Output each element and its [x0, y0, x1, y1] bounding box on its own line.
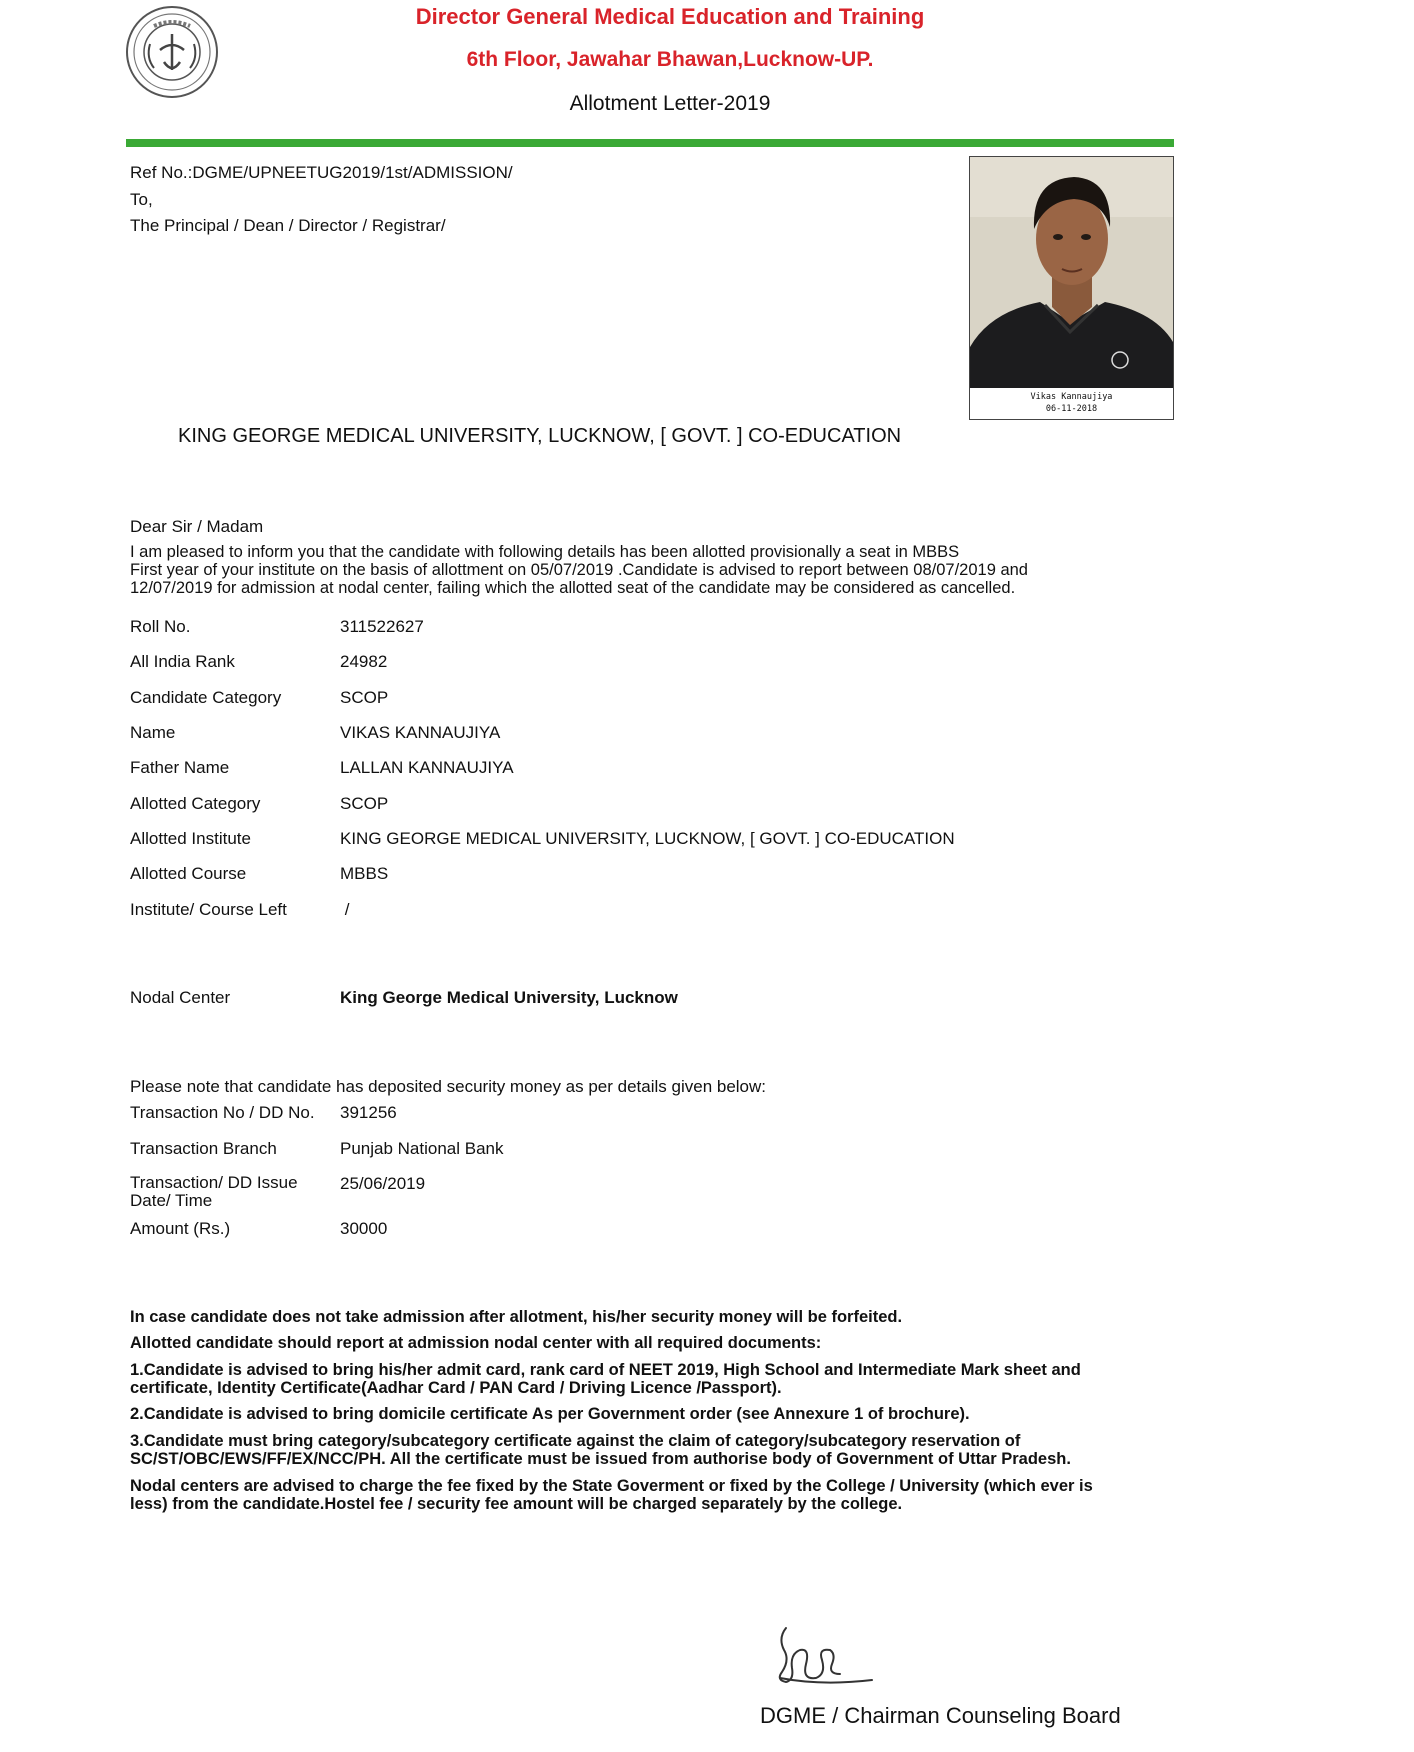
payment-label: Transaction No / DD No. — [130, 1103, 315, 1122]
payment-value: 391256 — [340, 1103, 397, 1122]
salutation: Dear Sir / Madam — [130, 517, 264, 536]
payment-value: 25/06/2019 — [340, 1174, 426, 1193]
instruction-item: 3.Candidate must bring category/subcategory certificate against the claim of category/subcategory reservation of SC/ST/OBC/EWS/FF/EX/NCC/PH. All the certificate must be issued from authorise body of Government of Uttar Pradesh. — [130, 1432, 1071, 1468]
document-title: Director General Medical Education and Training — [415, 4, 925, 29]
detail-label: Allotted Course — [130, 864, 247, 883]
detail-label: Allotted Category — [130, 794, 261, 813]
letter-body-line: I am pleased to inform you that the candidate with following details has been allotted provisionally a seat in MBBS — [130, 543, 960, 561]
payment-label: Transaction Branch — [130, 1139, 277, 1158]
detail-label: Father Name — [130, 758, 230, 777]
detail-value: KING GEORGE MEDICAL UNIVERSITY, LUCKNOW, [ GOVT. ] CO-EDUCATION — [340, 829, 955, 848]
up-government-emblem-icon — [124, 4, 220, 100]
detail-value: 311522627 — [340, 617, 424, 636]
detail-label: Institute/ Course Left — [130, 900, 287, 919]
detail-label: Candidate Category — [130, 688, 282, 707]
payment-label: Transaction/ DD Issue — [130, 1173, 298, 1192]
letter-body-line: 12/07/2019 for admission at nodal center, failing which the allotted seat of the candidate may be considered as cancelled. — [130, 579, 1016, 597]
candidate-photo — [969, 156, 1174, 420]
instruction-item: Nodal centers are advised to charge the fee fixed by the State Goverment or fixed by the College / University (which ever is less) from the candidate.Hostel fee / security fee amount will be charged separately by the college. — [130, 1477, 1093, 1513]
payment-label: Amount (Rs.) — [130, 1219, 231, 1238]
nodal-center-value: King George Medical University, Lucknow — [340, 988, 678, 1007]
detail-value: SCOP — [340, 688, 389, 707]
detail-value: / — [340, 900, 350, 919]
photo-caption-date: 06-11-2018 — [1045, 404, 1098, 414]
payment-label-multiline — [130, 1174, 298, 1210]
detail-value: SCOP — [340, 794, 389, 813]
detail-label: Name — [130, 723, 176, 742]
letter-body — [130, 543, 1130, 597]
signature-icon — [772, 1620, 882, 1690]
signatory-title: DGME / Chairman Counseling Board — [760, 1703, 1121, 1728]
photo-caption-name: Vikas Kannaujiya — [1030, 392, 1113, 402]
nodal-center-label: Nodal Center — [130, 988, 231, 1007]
detail-value: MBBS — [340, 864, 389, 883]
photo-caption — [970, 388, 1173, 419]
payment-value: 30000 — [340, 1219, 388, 1238]
detail-value: VIKAS KANNAUJIYA — [340, 723, 501, 742]
addressee-to: To, — [130, 190, 153, 209]
document-subtitle: Allotment Letter-2019 — [569, 92, 771, 115]
header-divider — [126, 139, 1174, 147]
payment-label: Date/ Time — [130, 1191, 213, 1210]
letter-body-line: First year of your institute on the basis of allottment on 05/07/2019 .Candidate is advised to report between 08/07/2019 and — [130, 561, 1028, 579]
office-address: 6th Floor, Jawahar Bhawan,Lucknow-UP. — [466, 48, 874, 71]
payment-value: Punjab National Bank — [340, 1139, 504, 1158]
addressee-recipient: The Principal / Dean / Director / Registrar/ — [130, 216, 446, 235]
detail-value: 24982 — [340, 652, 388, 671]
detail-label: Roll No. — [130, 617, 191, 636]
instruction-item: Allotted candidate should report at admission nodal center with all required documents: — [130, 1334, 822, 1352]
instruction-item: In case candidate does not take admission after allotment, his/her security money will be forfeited. — [130, 1308, 903, 1326]
detail-label: All India Rank — [130, 652, 235, 671]
detail-value: LALLAN KANNAUJIYA — [340, 758, 514, 777]
instruction-item: 1.Candidate is advised to bring his/her admit card, rank card of NEET 2019, High School and Intermediate Mark sheet and certificate, Identity Certificate(Aadhar Card / PAN Card / Driving Licence /Passport). — [130, 1361, 1081, 1397]
payment-note: Please note that candidate has deposited security money as per details given below: — [130, 1077, 767, 1096]
detail-label: Allotted Institute — [130, 829, 251, 848]
reference-number: Ref No.:DGME/UPNEETUG2019/1st/ADMISSION/ — [130, 163, 513, 182]
college-name: KING GEORGE MEDICAL UNIVERSITY, LUCKNOW, [ GOVT. ] CO-EDUCATION — [178, 425, 902, 447]
instruction-item: 2.Candidate is advised to bring domicile certificate As per Government order (see Annexure 1 of brochure). — [130, 1405, 970, 1423]
